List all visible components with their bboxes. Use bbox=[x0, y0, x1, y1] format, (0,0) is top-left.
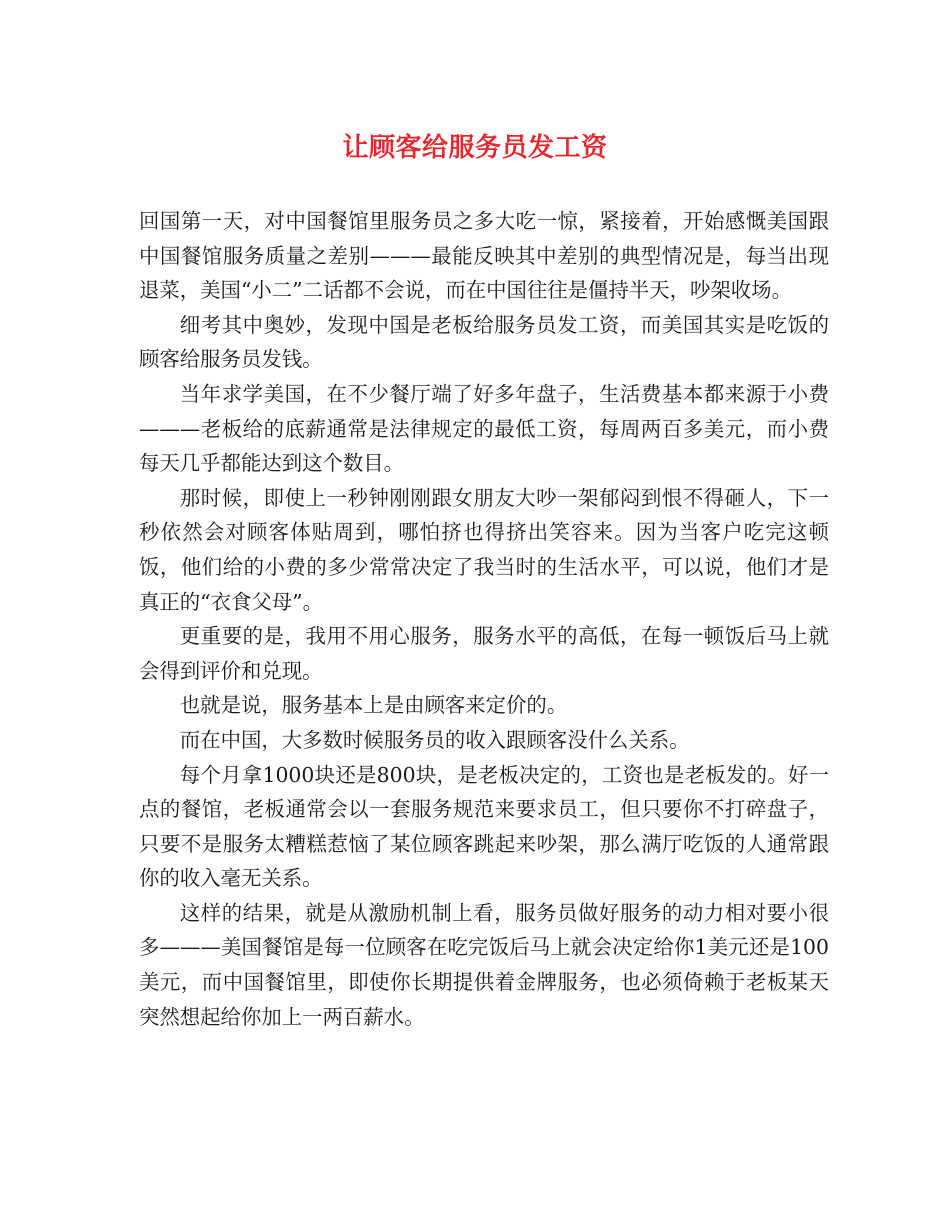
paragraph-2: 细考其中奥妙，发现中国是老板给服务员发工资，而美国其实是吃饭的顾客给服务员发钱。 bbox=[139, 312, 829, 372]
paragraph-1: 回国第一天，对中国餐馆里服务员之多大吃一惊，紧接着，开始感慨美国跟中国餐馆服务质量之差别———最能反映其中差别的典型情况是，每当出现退菜，美国“小二”二话都不会说，而在中国往往是僵持半天，吵架收场。 bbox=[139, 209, 829, 303]
document-title: 让顾客给服务员发工资 bbox=[342, 133, 608, 163]
paragraph-9: 这样的结果，就是从激励机制上看，服务员做好服务的动力相对要小很多———美国餐馆是每一位顾客在吃完饭后马上就会决定给你1美元还是100美元，而中国餐馆里，即使你长期提供着金牌服务，也必须倚赖于老板某天突然想起给你加上一两百薪水。 bbox=[139, 900, 829, 1029]
paragraph-6: 也就是说，服务基本上是由顾客来定价的。 bbox=[179, 693, 568, 718]
paragraph-8: 每个月拿1000块还是800块，是老板决定的，工资也是老板发的。好一点的餐馆，老板通常会以一套服务规范来要求员工，但只要你不打碎盘子，只要不是服务太糟糕惹恼了某位顾客跳起来吵架，那么满厅吃饭的人通常跟你的收入毫无关系。 bbox=[139, 762, 829, 891]
document-body bbox=[139, 204, 829, 1034]
paragraph-4: 那时候，即使上一秒钟刚刚跟女朋友大吵一架郁闷到恨不得砸人，下一秒依然会对顾客体贴周到，哪怕挤也得挤出笑容来。因为当客户吃完这顿饭，他们给的小费的多少常常决定了我当时的生活水平，可以说，他们才是真正的“衣食父母”。 bbox=[139, 485, 829, 614]
paragraph-5: 更重要的是，我用不用心服务，服务水平的高低，在每一顿饭后马上就会得到评价和兑现。 bbox=[139, 624, 829, 683]
paragraph-7: 而在中国，大多数时候服务员的收入跟顾客没什么关系。 bbox=[179, 727, 690, 752]
paragraph-3: 当年求学美国，在不少餐厅端了好多年盘子，生活费基本都来源于小费———老板给的底薪通常是法律规定的最低工资，每周两百多美元，而小费每天几乎都能达到这个数目。 bbox=[139, 381, 829, 476]
